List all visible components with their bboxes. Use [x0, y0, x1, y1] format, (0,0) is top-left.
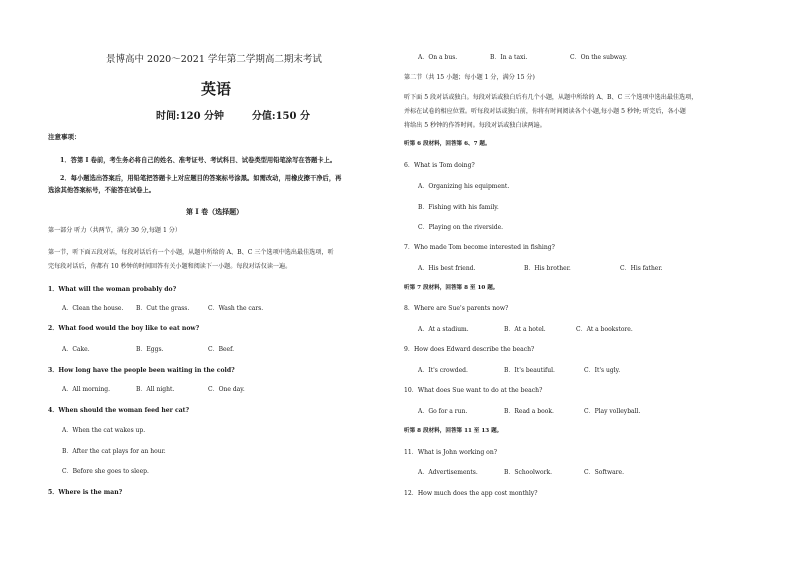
q3-option-b: B．All night. [136, 386, 175, 393]
q8-option-b: B．At a hotel. [504, 326, 546, 333]
q3-option-c: C．One day. [208, 386, 245, 393]
section1-instruction-a: 第一节，听下面五段对话，每段对话后有一个小题，从题中所给的 A、B、C 三个选项中选出最佳选项，听 [48, 249, 334, 256]
material-6-label: 听第 6 段材料，回答第 6、7 题。 [404, 141, 491, 147]
section2-instruction-a: 听下面 5 段对话或独白。每段对话或独白后有几个小题，从题中所给的 A、B、C 三个选项中选出最佳选项， [404, 94, 698, 101]
q1-option-a: A．Clean the house. [62, 305, 124, 312]
notice-item-2b: 选涂其他答案标号，不能答在试卷上。 [48, 187, 156, 194]
question-12: 12．How much does the app cost monthly? [404, 490, 538, 497]
time-score: 时间:120 分钟 分值:150 分 [156, 111, 310, 122]
notice-item-1: 1．答第 I 卷前，考生务必将自己的姓名、准考证号、考试科目、试卷类型用铅笔涂写在答题卡上。 [60, 157, 337, 164]
question-8: 8．Where are Sue's parents now? [404, 305, 509, 312]
q9-option-b: B．It's beautiful. [504, 367, 555, 374]
question-3: 3．How long have the people been waiting in the cold? [48, 367, 235, 374]
question-6: 6．What is Tom doing? [404, 162, 475, 169]
school-title: 景博高中 2020～2021 学年第二学期高二期末考试 [106, 54, 322, 65]
q9-option-c: C．It's ugly. [584, 367, 621, 374]
q7-option-b: B．His brother. [524, 265, 571, 272]
q6-option-a: A．Organizing his equipment. [418, 183, 510, 190]
question-4: 4．When should the woman feed her cat? [48, 407, 190, 414]
q5-option-b: B．In a taxi. [490, 54, 528, 61]
part1-heading: 第一部分 听力（共两节，满分 30 分,每题 1 分） [48, 227, 181, 234]
q10-option-c: C．Play volleyball. [584, 408, 641, 415]
q4-option-a: A．When the cat wakes up. [62, 427, 146, 434]
q3-option-a: A．All morning. [62, 386, 110, 393]
material-8-label: 听第 8 段材料，回答第 11 至 13 题。 [404, 428, 503, 434]
question-11: 11．What is John working on? [404, 449, 498, 456]
q4-option-b: B．After the cat plays for an hour. [62, 448, 166, 455]
q11-option-c: C．Software. [584, 469, 624, 476]
section2-instruction-b: 并标在试卷的相应位置。听每段对话或独白前，你将有时间阅读各个小题,每小题 5 秒钟; 听完后，各小题 [404, 108, 686, 115]
q10-option-a: A．Go for a run. [418, 408, 468, 415]
q1-option-c: C．Wash the cars. [208, 305, 264, 312]
q7-option-a: A．His best friend. [418, 265, 476, 272]
q6-option-b: B．Fishing with his family. [418, 204, 499, 211]
q2-option-b: B．Eggs. [136, 346, 164, 353]
q5-option-a: A．On a bus. [418, 54, 458, 61]
notice-title: 注意事项： [48, 133, 81, 141]
q6-option-c: C．Playing on the riverside. [418, 224, 504, 231]
q2-option-c: C．Beef. [208, 346, 235, 353]
notice-item-2a: 2．每小题选出答案后，用铅笔把答题卡上对应题目的答案标号涂黑。如需改动，用橡皮擦干净后，再 [60, 175, 342, 182]
section2-heading: 第二节（共 15 小题；每小题 1 分，满分 15 分) [404, 74, 535, 81]
question-9: 9．How does Edward describe the beach? [404, 346, 535, 353]
volume-title: 第 I 卷（选择题） [186, 207, 244, 216]
q9-option-a: A．It's crowded. [418, 367, 468, 374]
q8-option-c: C．At a bookstore. [576, 326, 633, 333]
question-7: 7．Who made Tom become interested in fishing? [404, 244, 555, 251]
question-1: 1．What will the woman probably do? [48, 286, 177, 293]
q7-option-c: C．His father. [620, 265, 663, 272]
q2-option-a: A．Cake. [62, 346, 90, 353]
q1-option-b: B．Cut the grass. [136, 305, 190, 312]
q4-option-c: C．Before she goes to sleep. [62, 468, 149, 475]
subject-title: 英语 [201, 80, 232, 98]
q5-option-c: C．On the subway. [570, 54, 628, 61]
section1-instruction-b: 完每段对话后，你都有 10 秒钟的时间回答有关小题和阅读下一小题。每段对话仅读一遍。 [48, 263, 292, 270]
question-2: 2．What food would the boy like to eat now? [48, 325, 200, 332]
q10-option-b: B．Read a book. [504, 408, 554, 415]
q8-option-a: A．At a stadium. [418, 326, 469, 333]
q11-option-a: A．Advertisements. [418, 469, 478, 476]
q11-option-b: B．Schoolwork. [504, 469, 553, 476]
question-5: 5．Where is the man? [48, 489, 123, 496]
section2-instruction-c: 将给出 5 秒钟的作答时间。每段对话或独白读两遍。 [404, 122, 546, 129]
material-7-label: 听第 7 段材料，回答第 8 至 10 题。 [404, 285, 499, 291]
question-10: 10．What does Sue want to do at the beach? [404, 387, 543, 394]
